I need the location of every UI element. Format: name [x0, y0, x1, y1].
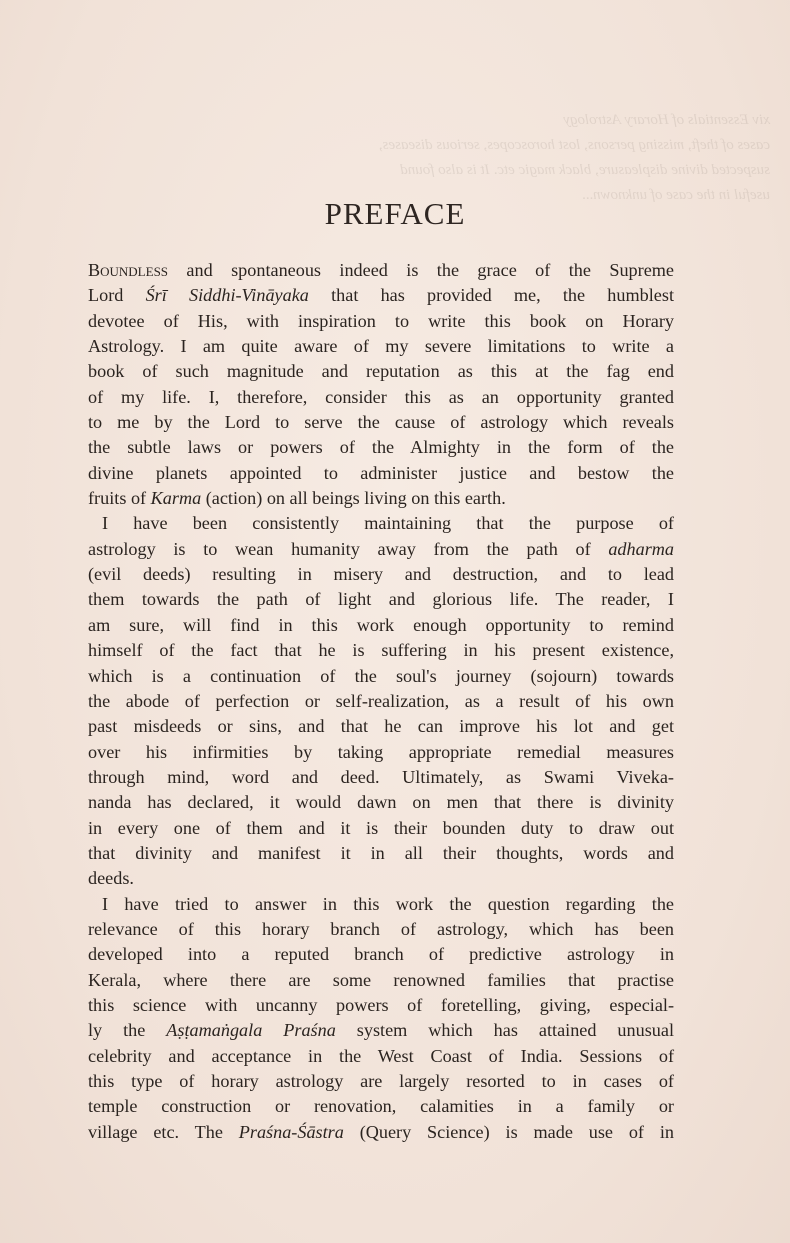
text-run: I have been consistently maintaining that the purpose of	[102, 513, 674, 534]
text-run: astrology is to wean humanity away from the path of	[88, 538, 609, 559]
text-line	[88, 511, 674, 536]
text-line	[88, 309, 674, 334]
text-run: this science with uncanny powers of foretelling, giving, especial-	[88, 994, 674, 1015]
text-run: deeds.	[88, 868, 134, 889]
text-run: through mind, word and deed. Ultimately, as Swami Viveka-	[88, 766, 674, 787]
page-title: PREFACE	[324, 196, 466, 231]
text-run: nanda has declared, it would dawn on men that there is divinity	[88, 792, 674, 813]
text-run: in every one of them and it is their bounden duty to draw out	[88, 817, 674, 838]
text-line	[88, 435, 674, 460]
text-line	[88, 1044, 674, 1069]
italic-term: Aṣṭamaṅgala Praśna	[166, 1020, 336, 1041]
text-run: developed into a reputed branch of predictive astrology in	[88, 944, 674, 965]
italic-term: adharma	[608, 538, 674, 559]
italic-term: Karma	[150, 488, 202, 509]
text-line	[88, 942, 674, 967]
text-run: Astrology. I am quite aware of my severe limitations to write a	[88, 336, 674, 357]
bleed-through-line: useful in the case of unknown...	[581, 187, 770, 203]
text-run: the abode of perfection or self-realization, as a result of his own	[88, 690, 674, 711]
text-run: devotee of His, with inspiration to write this book on Horary	[88, 310, 674, 331]
bleed-through-line: xiv Essentials of Horary Astrology	[563, 112, 770, 128]
text-run: temple construction or renovation, calamities in a family or	[88, 1096, 674, 1117]
text-line	[88, 258, 674, 283]
text-run: that has provided me, the humblest	[308, 285, 674, 306]
text-run: Lord	[88, 285, 146, 306]
text-line	[88, 664, 674, 689]
text-line	[88, 790, 674, 815]
text-line	[88, 689, 674, 714]
text-run: of my life. I, therefore, consider this as an opportunity granted	[88, 386, 674, 407]
text-line	[88, 968, 674, 993]
text-run: Kerala, where there are some renowned families that practise	[88, 969, 674, 990]
text-line	[88, 765, 674, 790]
text-line	[88, 385, 674, 410]
text-line	[88, 816, 674, 841]
text-line	[88, 587, 674, 612]
text-run: himself of the fact that he is suffering in his present existence,	[88, 640, 674, 661]
text-run: (evil deeds) resulting in misery and destruction, and to lead	[88, 564, 674, 585]
text-line	[88, 841, 674, 866]
text-run: fruits of	[88, 488, 151, 509]
text-line	[88, 638, 674, 663]
bleed-through-text	[378, 108, 770, 208]
text-run: the subtle laws or powers of the Almighty in the form of the	[88, 437, 674, 458]
text-line	[88, 1018, 674, 1043]
text-run: divine planets appointed to administer justice and bestow the	[88, 462, 674, 483]
text-run: past misdeeds or sins, and that he can improve his lot and get	[88, 716, 674, 737]
text-run: this type of horary astrology are largely resorted to in cases of	[88, 1071, 674, 1091]
text-run: celebrity and acceptance in the West Coast of India. Sessions of	[88, 1045, 674, 1066]
text-run: to me by the Lord to serve the cause of astrology which reveals	[88, 412, 674, 433]
text-run: (action) on all beings living on this earth.	[201, 488, 506, 509]
text-line	[88, 334, 674, 359]
text-run: am sure, will find in this work enough opportunity to remind	[88, 614, 674, 635]
text-line	[88, 410, 674, 435]
italic-term: Praśna-Śāstra	[238, 1121, 344, 1142]
text-run: ly the	[88, 1020, 167, 1041]
text-line	[88, 562, 674, 587]
text-run: over his infirmities by taking appropriate remedial measures	[88, 741, 674, 762]
text-line	[88, 486, 674, 511]
text-line	[88, 283, 674, 308]
preface-body	[88, 258, 674, 1145]
bleed-through-line: cases of theft, missing persons, lost horoscopes, serious diseases,	[378, 137, 770, 153]
text-line	[88, 1094, 674, 1119]
text-line	[88, 613, 674, 638]
text-line	[88, 1069, 674, 1094]
text-run: I have tried to answer in this work the question regarding the	[102, 893, 674, 914]
text-run: (Query Science) is made use of in	[343, 1121, 674, 1142]
text-line	[88, 740, 674, 765]
text-run: book of such magnitude and reputation as this at the fag end	[88, 361, 674, 382]
text-run: Boundless	[88, 260, 169, 280]
text-line	[88, 892, 674, 917]
text-run: them towards the path of light and glorious life. The reader, I	[88, 589, 674, 610]
text-line	[88, 993, 674, 1018]
text-line	[88, 866, 674, 891]
text-line	[88, 714, 674, 739]
text-line	[88, 537, 674, 562]
text-line	[88, 359, 674, 384]
text-run: village etc. The	[88, 1121, 239, 1142]
text-line	[88, 1120, 674, 1145]
bleed-through-line: suspected divine displeasure, black magic etc. It is also found	[400, 162, 770, 178]
text-run: that divinity and manifest it in all their thoughts, words and	[88, 842, 674, 863]
text-run: and spontaneous indeed is the grace of the Supreme	[168, 260, 674, 280]
text-run: relevance of this horary branch of astrology, which has been	[88, 918, 674, 939]
italic-term: Śrī Siddhi-Vināyaka	[145, 285, 309, 306]
text-run: system which has attained unusual	[335, 1020, 674, 1041]
text-line	[88, 461, 674, 486]
text-line	[88, 917, 674, 942]
text-run: which is a continuation of the soul's journey (sojourn) towards	[88, 665, 674, 686]
